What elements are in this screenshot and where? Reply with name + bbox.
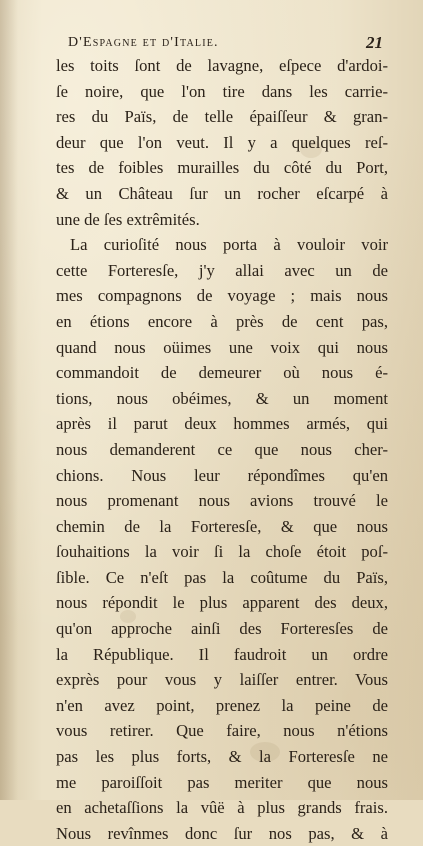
text-line: une de ſes extrêmités. <box>56 209 200 229</box>
text-line: mes compagnons de voyage ; mais nous <box>56 286 388 306</box>
page-number: 21 <box>366 33 383 52</box>
text-line: nous promenant nous avions trouvé le <box>56 491 388 511</box>
text-line: tions, nous obéimes, & un moment <box>56 388 388 408</box>
text-line: commandoit de demeurer où nous é- <box>56 363 388 383</box>
text-line: n'en avez point, prenez la peine de <box>56 695 388 715</box>
text-line: ſible. Ce n'eſt pas la coûtume du Païs, <box>56 567 388 587</box>
text-line: qu'on approche ainſi des Forteresſes de <box>56 619 388 639</box>
text-line: en étions encore à près de cent pas, <box>56 311 388 331</box>
text-line: & un Château ſur un rocher eſcarpé à <box>56 183 388 203</box>
text-line: nous répondit le plus apparent des deux, <box>56 593 388 613</box>
text-line: pas les plus forts, & la Forteresſe ne <box>56 747 388 767</box>
text-line: ſouhaitions la voir ſi la choſe étoit poſ- <box>56 542 388 562</box>
text-line: quand nous oüimes une voix qui nous <box>56 337 388 357</box>
text-line: ſe noire, que l'on tire dans les carrie- <box>56 81 388 101</box>
text-line: me paroiſſoit pas meriter que nous <box>56 772 388 792</box>
text-line: en achetaſſions la vûë à plus grands frais. <box>56 798 388 818</box>
text-line: la République. Il faudroit un ordre <box>56 644 388 664</box>
text-line: Nous revînmes donc ſur nos pas, & à <box>56 823 388 843</box>
text-line: res du Païs, de telle épaiſſeur & gran- <box>56 107 388 127</box>
text-line: vous retirer. Que faire, nous n'étions <box>56 721 388 741</box>
text-line: chions. Nous leur répondîmes qu'en <box>56 465 388 485</box>
paragraph-first-line: La curioſité nous porta à vouloir voir <box>70 235 388 255</box>
text-line: les toits ſont de lavagne, eſpece d'ardoi- <box>56 56 388 75</box>
text-line: cette Forteresſe, j'y allai avec un de <box>56 260 388 280</box>
text-line: deur que l'on veut. Il y a quelques reſ- <box>56 132 388 152</box>
running-head: D'Espagne et d'Italie. <box>68 35 219 50</box>
text-line: après il parut deux hommes armés, qui <box>56 414 388 434</box>
binding-shadow <box>0 0 18 800</box>
text-line: tes de foibles murailles du côté du Port, <box>56 158 388 178</box>
text-line: exprès pour vous y laiſſer entrer. Vous <box>56 670 388 690</box>
text-line: nous demanderent ce que nous cher- <box>56 439 388 459</box>
body-text <box>56 53 388 846</box>
text-line: chemin de la Forteresſe, & que nous <box>56 516 388 536</box>
